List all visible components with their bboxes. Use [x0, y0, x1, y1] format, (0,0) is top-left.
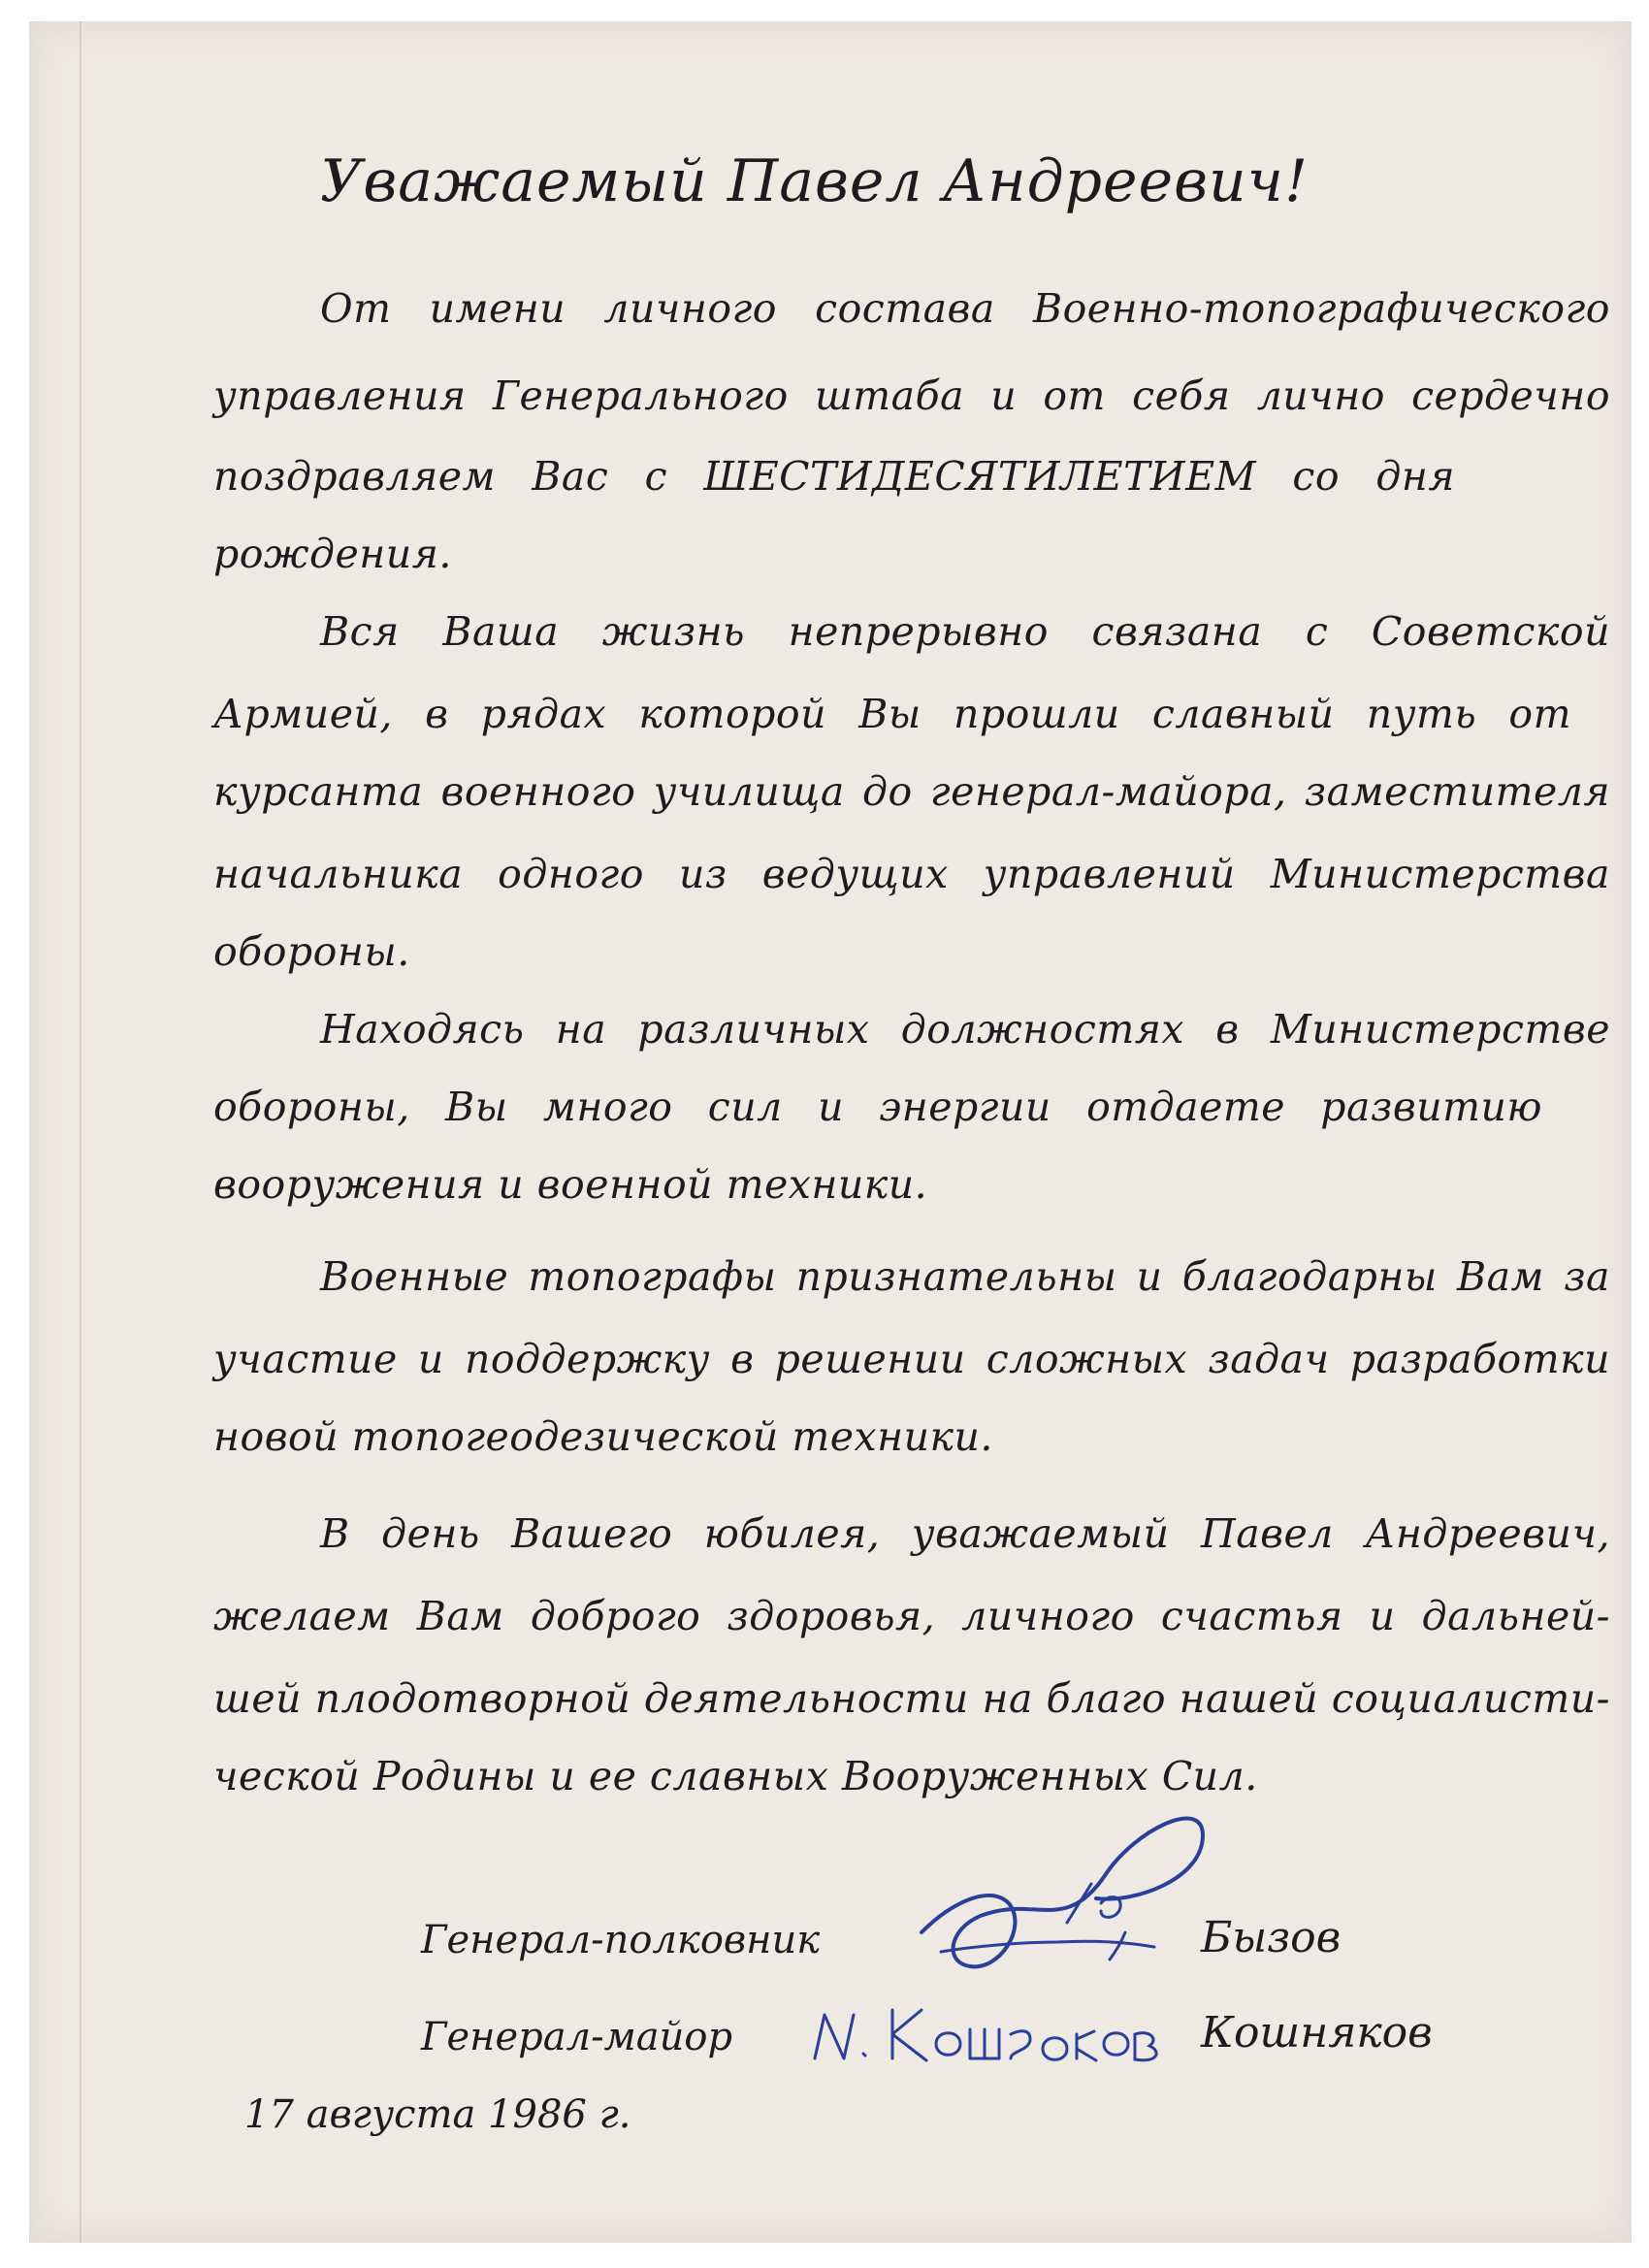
- signatory-rank: Генерал-полковник: [421, 1918, 821, 1962]
- letter-body: [29, 21, 1632, 2243]
- letter-line: поздравляем Вас с ШЕСТИДЕСЯТИЛЕТИЕМ со дня: [213, 453, 1455, 500]
- signatory-name: Бызов: [1201, 1913, 1342, 1962]
- letter-line: курсанта военного училища до генерал-майора, заместителя: [213, 768, 1610, 815]
- letter-line: новой топогеодезической техники.: [213, 1413, 993, 1460]
- letter-line: Вся Ваша жизнь непрерывно связана с Советской: [320, 608, 1610, 655]
- letter-line: вооружения и военной техники.: [213, 1161, 928, 1208]
- letter-line: рождения.: [213, 531, 452, 577]
- signature-koshnyakov: [795, 1991, 1203, 2078]
- signatory-rank: Генерал-майор: [421, 2015, 733, 2059]
- letter-line: Находясь на различных должностях в Министерстве: [320, 1006, 1610, 1053]
- letter-line: Военные топографы признательны и благодарны Вам за: [320, 1253, 1610, 1300]
- letter-line: желаем Вам доброго здоровья, личного счастья и дальней-: [213, 1593, 1610, 1639]
- letter-line: обороны, Вы много сил и энергии отдаете развитию: [213, 1084, 1542, 1130]
- letter-line: начальника одного из ведущих управлений Министерства: [213, 851, 1610, 897]
- letter-line: управления Генерального штаба и от себя лично сердечно: [213, 373, 1610, 419]
- letter-line: От имени личного состава Военно-топографического: [320, 285, 1610, 332]
- letter-line: участие и поддержку в решении сложных задач разработки: [213, 1336, 1610, 1382]
- letter-date: 17 августа 1986 г.: [244, 2092, 631, 2137]
- salutation: Уважаемый Павел Андреевич!: [320, 147, 1310, 215]
- signatory-name: Кошняков: [1201, 2008, 1433, 2057]
- signature-byzov: [883, 1787, 1271, 2000]
- letter-line: Армией, в рядах которой Вы прошли славный путь от: [213, 691, 1571, 737]
- letter-sheet: [29, 21, 1632, 2243]
- letter-line: шей плодотворной деятельности на благо нашей социалисти-: [213, 1675, 1610, 1722]
- letter-line: ческой Родины и ее славных Вооруженных Сил.: [213, 1753, 1258, 1799]
- letter-line: обороны.: [213, 928, 410, 975]
- letter-line: В день Вашего юбилея, уважаемый Павел Андреевич,: [320, 1510, 1610, 1557]
